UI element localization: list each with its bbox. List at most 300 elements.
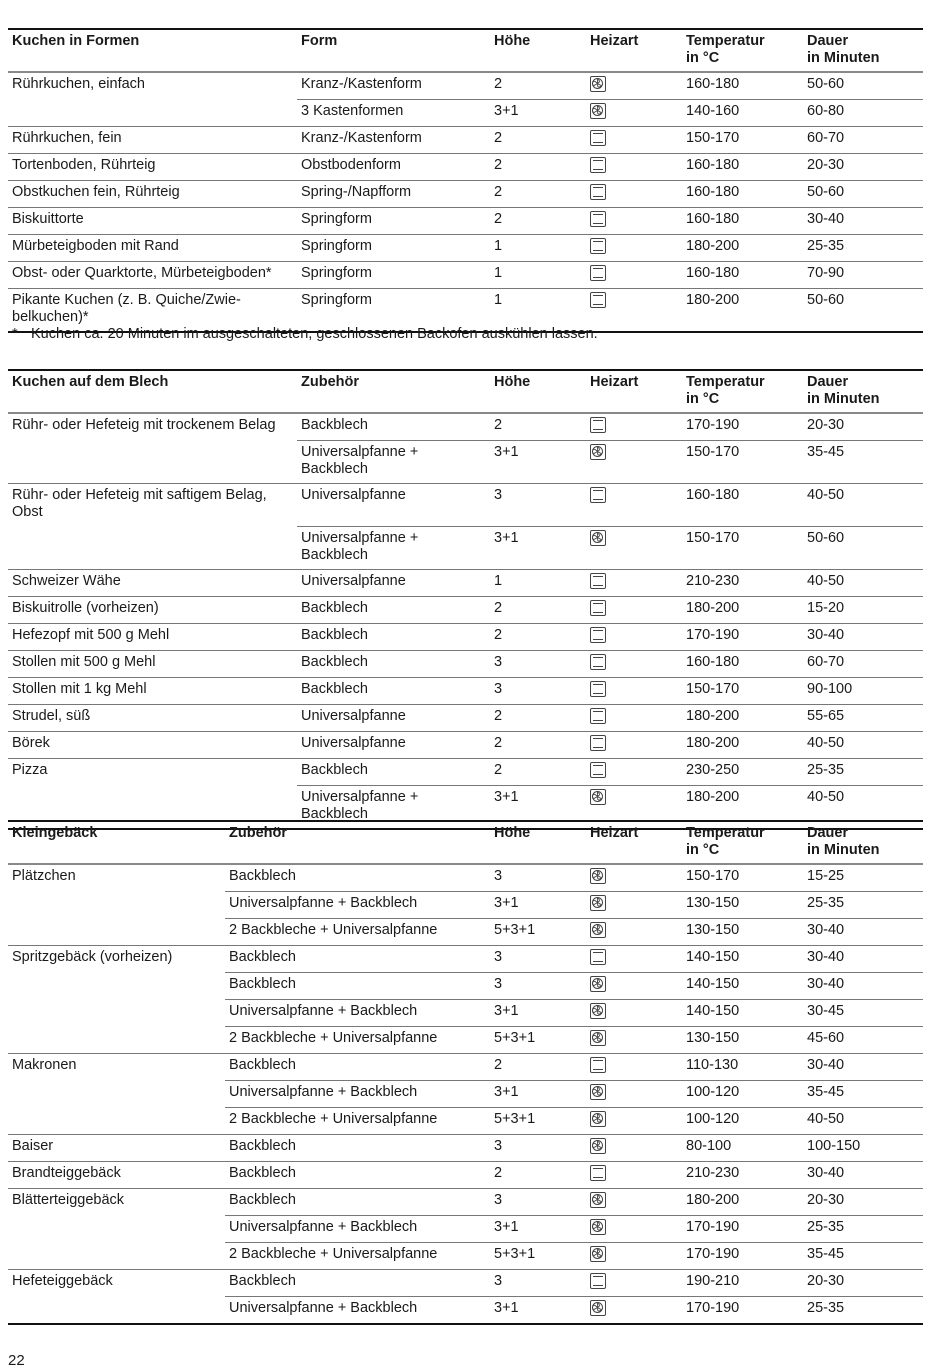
table-row [8,731,923,758]
cell-height: 3+1 [490,441,586,484]
top-bottom-heat-icon [590,238,606,254]
table-row [8,72,923,100]
cell-heat [586,72,682,100]
table-row [8,946,923,973]
circulating-air-icon [590,976,606,992]
cell-height: 3 [494,680,503,697]
top-bottom-heat-icon [590,157,606,173]
cell-height: 5+3+1 [490,919,586,946]
header-temperatur: Temperatur in °C [682,821,803,864]
cell-name [8,919,225,946]
cell-heat [586,181,682,208]
cell-accessory: Universalpfanne [301,572,406,589]
page-number: 22 [8,1352,25,1369]
cell-name: Rührkuchen, fein [12,130,122,146]
table-row [8,1216,923,1243]
cell-height: 2 [494,1165,503,1181]
cell-duration: 35-45 [803,1081,923,1108]
cell-duration: 50-60 [807,292,845,308]
cell-name [8,1027,225,1054]
cell-duration: 60-80 [803,100,923,127]
header-dauer: Dauer in Minuten [803,29,923,72]
header-heizart: Heizart [586,29,682,72]
cell-heat [586,650,682,677]
cell-duration: 25-35 [803,892,923,919]
cell-heat [586,208,682,235]
circulating-air-icon [590,444,606,460]
cell-height: 2 [494,417,503,433]
cell-height: 2 [494,734,503,751]
cell-height: 1 [494,572,503,589]
cell-heat [586,127,682,154]
cell-heat [586,413,682,441]
cell-duration: 35-45 [803,441,923,484]
cell-temperature: 130-150 [682,919,803,946]
cell-heat [586,731,682,758]
cell-heat [586,919,682,946]
cell-duration: 55-65 [807,707,845,724]
table-row [8,484,923,527]
top-bottom-heat-icon [590,265,606,281]
header-hoehe: Höhe [490,821,586,864]
header-dauer: Dauer in Minuten [803,370,923,413]
cell-name: Hefeteiggebäck [12,1273,113,1289]
circulating-air-icon [590,1030,606,1046]
cell-height: 3+1 [490,1000,586,1027]
cell-accessory: 2 Backbleche + Universalpfanne [225,1108,490,1135]
cell-temperature: 150-170 [686,680,740,697]
table-row [8,1027,923,1054]
cell-height: 3 [494,1192,503,1208]
top-bottom-heat-icon [590,184,606,200]
cell-temperature: 180-200 [686,292,740,308]
table-header-row [8,29,923,72]
cell-name: Makronen [12,1057,77,1073]
cell-accessory: Universalpfanne [301,734,406,751]
table-header-row [8,370,923,413]
cell-height: 1 [494,238,503,254]
cell-duration: 30-40 [807,211,845,227]
cell-duration: 20-30 [807,1273,845,1289]
cell-height: 5+3+1 [490,1108,586,1135]
cell-temperature: 170-190 [682,1297,803,1325]
circulating-air-icon [590,103,606,119]
header-category: Kuchen in Formen [8,29,297,72]
cell-name: Tortenboden, Rührteig [12,157,156,173]
header-heizart: Heizart [586,370,682,413]
header-temperatur: Temperatur in °C [682,370,803,413]
top-bottom-heat-icon [590,735,606,751]
cell-height: 1 [494,265,503,281]
cell-heat [586,1162,682,1189]
table-row [8,1189,923,1216]
cell-duration: 25-35 [807,761,845,778]
cell-name [8,441,297,484]
top-bottom-heat-icon [590,487,606,503]
header-category: Kleingebäck [8,821,225,864]
top-bottom-heat-icon [590,1273,606,1289]
cell-temperature: 150-170 [686,868,740,884]
cell-temperature: 100-120 [682,1108,803,1135]
cell-name: Börek [12,734,50,751]
header-form: Form [297,29,490,72]
cell-accessory: Backblech [301,417,368,433]
table-row [8,1054,923,1081]
cell-duration: 45-60 [803,1027,923,1054]
cell-name: Spritzgebäck (vorheizen) [12,949,173,965]
cell-name: Rühr- oder Hefeteig mit trockenem Belag [12,417,276,433]
cell-duration: 20-30 [807,1192,845,1208]
cell-accessory: Universalpfanne + Backblech [225,1000,490,1027]
table-header-row [8,821,923,864]
cell-name [8,1216,225,1243]
cell-heat [586,623,682,650]
cell-duration: 50-60 [807,184,845,200]
cell-duration: 30-40 [807,1057,845,1073]
cell-name [8,892,225,919]
cell-accessory: Universalpfanne [301,707,406,724]
cell-heat [586,864,682,892]
cell-height: 2 [494,184,503,200]
cell-name [8,1108,225,1135]
cell-heat [586,1108,682,1135]
cell-accessory: Backblech [225,973,490,1000]
cell-accessory: Springform [301,211,372,227]
cell-accessory: Springform [301,238,372,254]
table-row [8,100,923,127]
cell-heat [586,1081,682,1108]
cell-temperature: 160-180 [686,265,740,281]
cell-height: 2 [494,130,503,146]
cell-accessory: Backblech [229,1138,296,1154]
cell-height: 3 [494,653,503,670]
cell-height: 3+1 [490,1081,586,1108]
cell-height: 3 [490,973,586,1000]
header-heizart: Heizart [586,821,682,864]
top-bottom-heat-icon [590,654,606,670]
cell-height: 2 [494,626,503,643]
cell-temperature: 80-100 [686,1138,732,1154]
cell-height: 3+1 [490,785,586,829]
cell-height: 2 [494,211,503,227]
cell-heat [586,100,682,127]
table-row [8,704,923,731]
cell-height: 3 [494,1138,503,1154]
cell-name [8,526,297,569]
cell-temperature: 170-190 [682,1216,803,1243]
circulating-air-icon [590,1300,606,1316]
cell-heat [586,892,682,919]
cell-heat [586,484,682,527]
cell-accessory: 2 Backbleche + Universalpfanne [225,919,490,946]
cell-name: Rühr- oder Hefeteig mit saftigem Belag, Obst [12,487,267,520]
cell-temperature: 140-150 [682,973,803,1000]
table-row [8,1081,923,1108]
cell-name: Biskuitrolle (vorheizen) [12,599,159,616]
cell-heat [586,1297,682,1325]
table-row [8,973,923,1000]
cell-temperature: 170-190 [686,417,740,433]
top-bottom-heat-icon [590,949,606,965]
circulating-air-icon [590,1246,606,1262]
cell-heat [586,973,682,1000]
cell-duration: 15-20 [807,599,845,616]
table-row [8,262,923,289]
cell-accessory: Universalpfanne + Backblech [297,785,490,829]
cell-duration: 25-35 [807,238,845,254]
top-bottom-heat-icon [590,681,606,697]
table-row [8,1108,923,1135]
cell-height: 3+1 [490,526,586,569]
cell-duration: 40-50 [803,785,923,829]
table-kuchen-auf-dem-blech [8,369,923,830]
table-row [8,1270,923,1297]
cell-height: 3 [494,868,503,884]
cell-name: Obst- oder Quarktorte, Mürbeteigboden* [12,265,272,281]
cell-height: 2 [494,707,503,724]
cell-temperature: 230-250 [686,761,740,778]
cell-name: Baiser [12,1138,54,1154]
header-zubehoer: Zubehör [225,821,490,864]
table-row [8,892,923,919]
cell-heat [586,704,682,731]
table-row [8,1243,923,1270]
circulating-air-icon [590,76,606,92]
cell-accessory: Universalpfanne + Backblech [225,1297,490,1325]
table-row [8,919,923,946]
header-zubehoer: Zubehör [297,370,490,413]
cell-heat [586,569,682,596]
cell-temperature: 140-150 [682,1000,803,1027]
cell-temperature: 140-160 [682,100,803,127]
top-bottom-heat-icon [590,573,606,589]
header-hoehe: Höhe [490,370,586,413]
cell-name: Stollen mit 500 g Mehl [12,653,156,670]
cell-name: Mürbeteigboden mit Rand [12,238,179,254]
cell-accessory: Backblech [301,599,368,616]
cell-duration: 40-50 [807,734,845,751]
cell-duration: 30-45 [803,1000,923,1027]
footnote: * Kuchen ca. 20 Minuten im ausgeschalteten, geschlossenen Backofen auskühlen lassen. [12,326,598,342]
table-row [8,758,923,785]
cell-accessory: Backblech [229,1057,296,1073]
cell-temperature: 160-180 [686,211,740,227]
cell-duration: 50-60 [807,76,845,92]
cell-accessory: Kranz-/Kastenform [301,130,422,146]
cell-duration: 30-40 [807,1165,845,1181]
cell-name [8,973,225,1000]
cell-temperature: 180-200 [682,785,803,829]
cell-temperature: 160-180 [686,184,740,200]
cell-temperature: 180-200 [686,238,740,254]
circulating-air-icon [590,1138,606,1154]
cell-accessory: 3 Kastenformen [297,100,490,127]
cell-accessory: Backblech [229,1273,296,1289]
cell-heat [586,1000,682,1027]
header-category: Kuchen auf dem Blech [8,370,297,413]
cell-height: 5+3+1 [490,1243,586,1270]
cell-duration: 60-70 [807,130,845,146]
header-dauer: Dauer in Minuten [803,821,923,864]
circulating-air-icon [590,922,606,938]
cell-temperature: 210-230 [686,1165,740,1181]
cell-name: Biskuittorte [12,211,84,227]
cell-height: 1 [494,292,503,308]
cell-accessory: Backblech [301,680,368,697]
cell-duration: 40-50 [807,572,845,589]
cell-heat [586,235,682,262]
cell-temperature: 150-170 [686,130,740,146]
cell-accessory: 2 Backbleche + Universalpfanne [225,1027,490,1054]
cell-temperature: 180-200 [686,1192,740,1208]
cell-temperature: 160-180 [686,157,740,173]
cell-heat [586,1243,682,1270]
cell-temperature: 170-190 [686,626,740,643]
table-row [8,1000,923,1027]
table-row [8,441,923,484]
table-row [8,596,923,623]
circulating-air-icon [590,1084,606,1100]
cell-heat [586,441,682,484]
cell-accessory: Backblech [301,653,368,670]
header-temperatur: Temperatur in °C [682,29,803,72]
table-row [8,864,923,892]
table-row [8,569,923,596]
cell-height: 3+1 [490,1297,586,1325]
top-bottom-heat-icon [590,211,606,227]
cell-name: Blätterteiggebäck [12,1192,125,1208]
table-row [8,208,923,235]
cell-temperature: 180-200 [686,599,740,616]
cell-accessory: Universalpfanne [301,487,406,503]
cell-heat [586,1189,682,1216]
cell-accessory: Backblech [229,949,296,965]
cell-name [8,1000,225,1027]
cell-heat [586,946,682,973]
cell-temperature: 160-180 [686,76,740,92]
header-hoehe: Höhe [490,29,586,72]
top-bottom-heat-icon [590,600,606,616]
cell-duration: 40-50 [803,1108,923,1135]
circulating-air-icon [590,868,606,884]
cell-duration: 30-40 [803,919,923,946]
cell-temperature: 180-200 [686,734,740,751]
top-bottom-heat-icon [590,417,606,433]
cell-name: Strudel, süß [12,707,91,724]
cell-name: Pikante Kuchen (z. B. Quiche/Zwie-belkuchen)* [12,292,241,325]
cell-name [8,100,297,127]
cell-duration: 20-30 [807,417,845,433]
top-bottom-heat-icon [590,292,606,308]
cell-name [8,1243,225,1270]
cell-temperature: 150-170 [682,526,803,569]
cell-temperature: 210-230 [686,572,740,589]
cell-heat [586,1270,682,1297]
cell-duration: 50-60 [803,526,923,569]
cell-name: Plätzchen [12,868,76,884]
cell-name [8,1081,225,1108]
cell-accessory: 2 Backbleche + Universalpfanne [225,1243,490,1270]
cell-duration: 30-40 [807,626,845,643]
cell-accessory: Backblech [229,1192,296,1208]
cell-name: Stollen mit 1 kg Mehl [12,680,147,697]
circulating-air-icon [590,1192,606,1208]
cell-duration: 25-35 [803,1297,923,1325]
cell-height: 2 [494,761,503,778]
cell-accessory: Backblech [301,626,368,643]
cell-accessory: Spring-/Napfform [301,184,412,200]
cell-temperature: 160-180 [686,653,740,670]
cell-height: 2 [494,157,503,173]
cell-heat [586,526,682,569]
table-row [8,623,923,650]
circulating-air-icon [590,530,606,546]
cell-temperature: 140-150 [686,949,740,965]
cell-temperature: 130-150 [682,892,803,919]
cell-name: Obstkuchen fein, Rührteig [12,184,180,200]
circulating-air-icon [590,789,606,805]
cell-heat [586,1027,682,1054]
cell-height: 2 [494,599,503,616]
cell-heat [586,154,682,181]
cell-heat [586,596,682,623]
cell-duration: 90-100 [807,680,853,697]
table-kuchen-in-formen [8,28,923,333]
cell-duration: 70-90 [807,265,845,281]
cell-heat [586,1216,682,1243]
cell-heat [586,677,682,704]
cell-height: 3 [494,949,503,965]
cell-duration: 20-30 [807,157,845,173]
cell-name: Rührkuchen, einfach [12,76,145,92]
cell-name: Brandteiggebäck [12,1165,121,1181]
cell-name: Schweizer Wähe [12,572,121,589]
cell-height: 3 [494,1273,503,1289]
cell-height: 3 [494,487,503,503]
cell-duration: 30-40 [803,973,923,1000]
cell-heat [586,758,682,785]
cell-duration: 30-40 [807,949,845,965]
cell-duration: 60-70 [807,653,845,670]
cell-duration: 100-150 [807,1138,861,1154]
cell-height: 3+1 [490,100,586,127]
top-bottom-heat-icon [590,1057,606,1073]
cell-accessory: Backblech [229,868,296,884]
cell-name: Hefezopf mit 500 g Mehl [12,626,170,643]
cell-duration: 35-45 [803,1243,923,1270]
cell-accessory: Universalpfanne + Backblech [225,1081,490,1108]
table-row [8,1135,923,1162]
cell-temperature: 160-180 [686,487,740,503]
cell-accessory: Obstbodenform [301,157,401,173]
cell-accessory: Backblech [301,761,368,778]
cell-temperature: 170-190 [682,1243,803,1270]
table-row [8,650,923,677]
cell-height: 2 [494,1057,503,1073]
cell-duration: 25-35 [803,1216,923,1243]
cell-height: 3+1 [490,1216,586,1243]
cell-temperature: 150-170 [682,441,803,484]
cell-accessory: Universalpfanne + Backblech [297,441,490,484]
cell-name: Pizza [12,761,48,778]
table-row [8,1297,923,1325]
top-bottom-heat-icon [590,708,606,724]
top-bottom-heat-icon [590,627,606,643]
cell-accessory: Universalpfanne + Backblech [297,526,490,569]
table-kleingebaeck [8,820,923,1325]
top-bottom-heat-icon [590,1165,606,1181]
cell-heat [586,262,682,289]
